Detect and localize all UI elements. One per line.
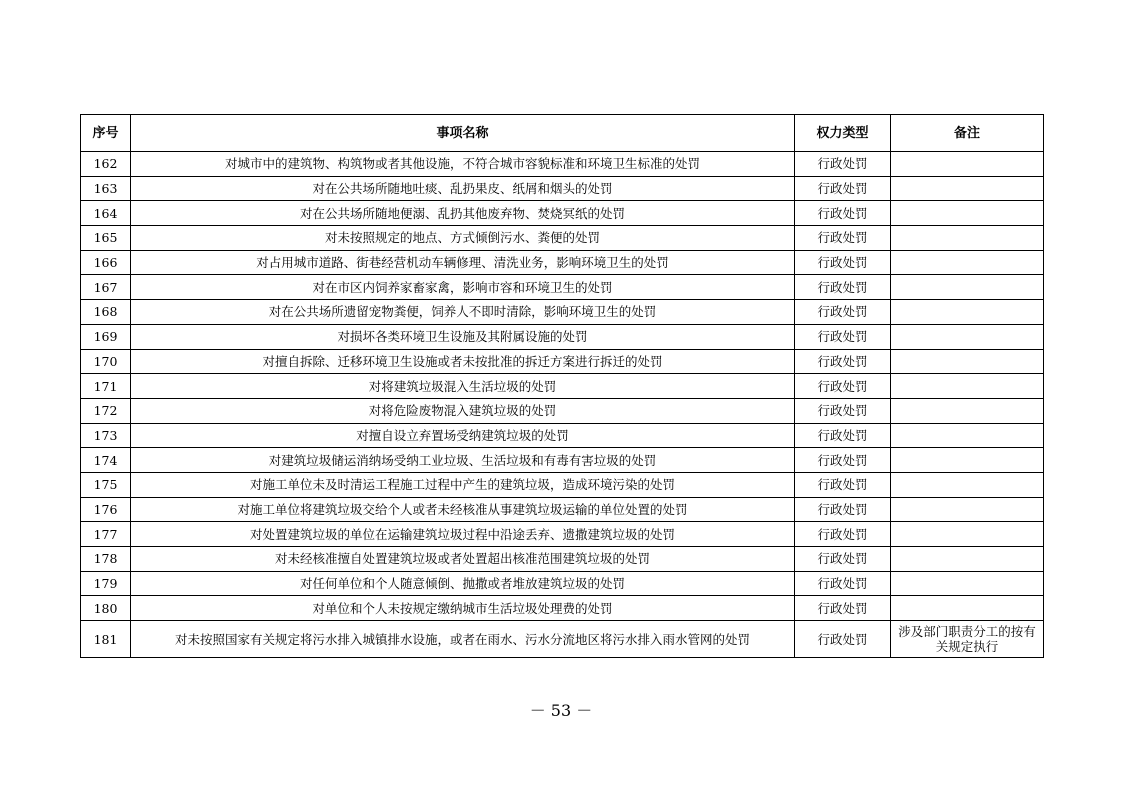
- items-table: [80, 114, 1044, 658]
- cell-seq: 169: [81, 324, 131, 349]
- cell-note: 涉及部门职责分工的按有关规定执行: [891, 621, 1044, 658]
- cell-name: 对处置建筑垃圾的单位在运输建筑垃圾过程中沿途丢弃、遗撒建筑垃圾的处罚: [131, 522, 795, 547]
- cell-name: 对未按照规定的地点、方式倾倒污水、粪便的处罚: [131, 226, 795, 251]
- cell-name: 对擅自设立弃置场受纳建筑垃圾的处罚: [131, 423, 795, 448]
- cell-seq: 162: [81, 152, 131, 177]
- table-row: [81, 596, 1044, 621]
- cell-name: 对在公共场所随地吐痰、乱扔果皮、纸屑和烟头的处罚: [131, 176, 795, 201]
- cell-seq: 168: [81, 300, 131, 325]
- cell-seq: 171: [81, 374, 131, 399]
- cell-name: 对建筑垃圾储运消纳场受纳工业垃圾、生活垃圾和有毒有害垃圾的处罚: [131, 448, 795, 473]
- table-row: [81, 398, 1044, 423]
- cell-name: 对未经核准擅自处置建筑垃圾或者处置超出核准范围建筑垃圾的处罚: [131, 547, 795, 572]
- table-row: [81, 374, 1044, 399]
- cell-name: 对施工单位未及时清运工程施工过程中产生的建筑垃圾，造成环境污染的处罚: [131, 472, 795, 497]
- table-row: [81, 349, 1044, 374]
- cell-type: 行政处罚: [795, 300, 891, 325]
- cell-name: 对城市中的建筑物、构筑物或者其他设施，不符合城市容貌标准和环境卫生标准的处罚: [131, 152, 795, 177]
- header-type: 权力类型: [795, 115, 891, 152]
- cell-seq: 181: [81, 621, 131, 658]
- cell-note: [891, 571, 1044, 596]
- cell-type: 行政处罚: [795, 621, 891, 658]
- table-row: [81, 448, 1044, 473]
- cell-note: [891, 374, 1044, 399]
- cell-seq: 177: [81, 522, 131, 547]
- cell-note: [891, 152, 1044, 177]
- cell-note: [891, 398, 1044, 423]
- cell-type: 行政处罚: [795, 176, 891, 201]
- cell-seq: 174: [81, 448, 131, 473]
- cell-name: 对擅自拆除、迁移环境卫生设施或者未按批准的拆迁方案进行拆迁的处罚: [131, 349, 795, 374]
- cell-type: 行政处罚: [795, 250, 891, 275]
- cell-note: [891, 448, 1044, 473]
- header-seq: 序号: [81, 115, 131, 152]
- cell-type: 行政处罚: [795, 349, 891, 374]
- cell-name: 对将危险废物混入建筑垃圾的处罚: [131, 398, 795, 423]
- cell-seq: 172: [81, 398, 131, 423]
- cell-seq: 180: [81, 596, 131, 621]
- table-row: [81, 176, 1044, 201]
- cell-type: 行政处罚: [795, 571, 891, 596]
- cell-type: 行政处罚: [795, 448, 891, 473]
- cell-note: [891, 522, 1044, 547]
- table-body: [81, 152, 1044, 658]
- page-number: － 53 －: [529, 701, 593, 720]
- table-row: [81, 547, 1044, 572]
- cell-note: [891, 349, 1044, 374]
- cell-name: 对施工单位将建筑垃圾交给个人或者未经核准从事建筑垃圾运输的单位处置的处罚: [131, 497, 795, 522]
- cell-seq: 173: [81, 423, 131, 448]
- cell-seq: 175: [81, 472, 131, 497]
- cell-type: 行政处罚: [795, 398, 891, 423]
- table-row: [81, 522, 1044, 547]
- cell-note: [891, 250, 1044, 275]
- header-name: 事项名称: [131, 115, 795, 152]
- cell-name: 对单位和个人未按规定缴纳城市生活垃圾处理费的处罚: [131, 596, 795, 621]
- cell-seq: 167: [81, 275, 131, 300]
- cell-type: 行政处罚: [795, 472, 891, 497]
- table-row: [81, 300, 1044, 325]
- cell-note: [891, 472, 1044, 497]
- cell-note: [891, 423, 1044, 448]
- table-row: [81, 250, 1044, 275]
- table-row: [81, 226, 1044, 251]
- cell-note: [891, 176, 1044, 201]
- cell-type: 行政处罚: [795, 497, 891, 522]
- table-row: [81, 152, 1044, 177]
- cell-note: [891, 497, 1044, 522]
- table-header-row: [81, 115, 1044, 152]
- cell-note: [891, 324, 1044, 349]
- cell-seq: 176: [81, 497, 131, 522]
- cell-seq: 178: [81, 547, 131, 572]
- header-note: 备注: [891, 115, 1044, 152]
- cell-seq: 163: [81, 176, 131, 201]
- cell-seq: 165: [81, 226, 131, 251]
- cell-seq: 166: [81, 250, 131, 275]
- cell-type: 行政处罚: [795, 324, 891, 349]
- cell-note: [891, 596, 1044, 621]
- cell-type: 行政处罚: [795, 522, 891, 547]
- cell-name: 对在公共场所遗留宠物粪便，饲养人不即时清除，影响环境卫生的处罚: [131, 300, 795, 325]
- cell-type: 行政处罚: [795, 275, 891, 300]
- table-row: [81, 621, 1044, 658]
- cell-name: 对在公共场所随地便溺、乱扔其他废弃物、焚烧冥纸的处罚: [131, 201, 795, 226]
- table-row: [81, 324, 1044, 349]
- cell-name: 对损坏各类环境卫生设施及其附属设施的处罚: [131, 324, 795, 349]
- cell-type: 行政处罚: [795, 547, 891, 572]
- cell-note: [891, 300, 1044, 325]
- cell-note: [891, 275, 1044, 300]
- table-row: [81, 472, 1044, 497]
- table-row: [81, 571, 1044, 596]
- table-row: [81, 201, 1044, 226]
- cell-type: 行政处罚: [795, 374, 891, 399]
- table-row: [81, 275, 1044, 300]
- cell-name: 对占用城市道路、街巷经营机动车辆修理、清洗业务，影响环境卫生的处罚: [131, 250, 795, 275]
- cell-seq: 170: [81, 349, 131, 374]
- cell-type: 行政处罚: [795, 596, 891, 621]
- cell-seq: 179: [81, 571, 131, 596]
- cell-name: 对将建筑垃圾混入生活垃圾的处罚: [131, 374, 795, 399]
- cell-note: [891, 547, 1044, 572]
- cell-type: 行政处罚: [795, 201, 891, 226]
- cell-name: 对在市区内饲养家畜家禽，影响市容和环境卫生的处罚: [131, 275, 795, 300]
- cell-seq: 164: [81, 201, 131, 226]
- cell-type: 行政处罚: [795, 152, 891, 177]
- cell-name: 对任何单位和个人随意倾倒、抛撒或者堆放建筑垃圾的处罚: [131, 571, 795, 596]
- table-row: [81, 497, 1044, 522]
- cell-note: [891, 201, 1044, 226]
- cell-name: 对未按照国家有关规定将污水排入城镇排水设施，或者在雨水、污水分流地区将污水排入雨水管网的处罚: [131, 621, 795, 658]
- cell-type: 行政处罚: [795, 226, 891, 251]
- table-row: [81, 423, 1044, 448]
- cell-type: 行政处罚: [795, 423, 891, 448]
- cell-note: [891, 226, 1044, 251]
